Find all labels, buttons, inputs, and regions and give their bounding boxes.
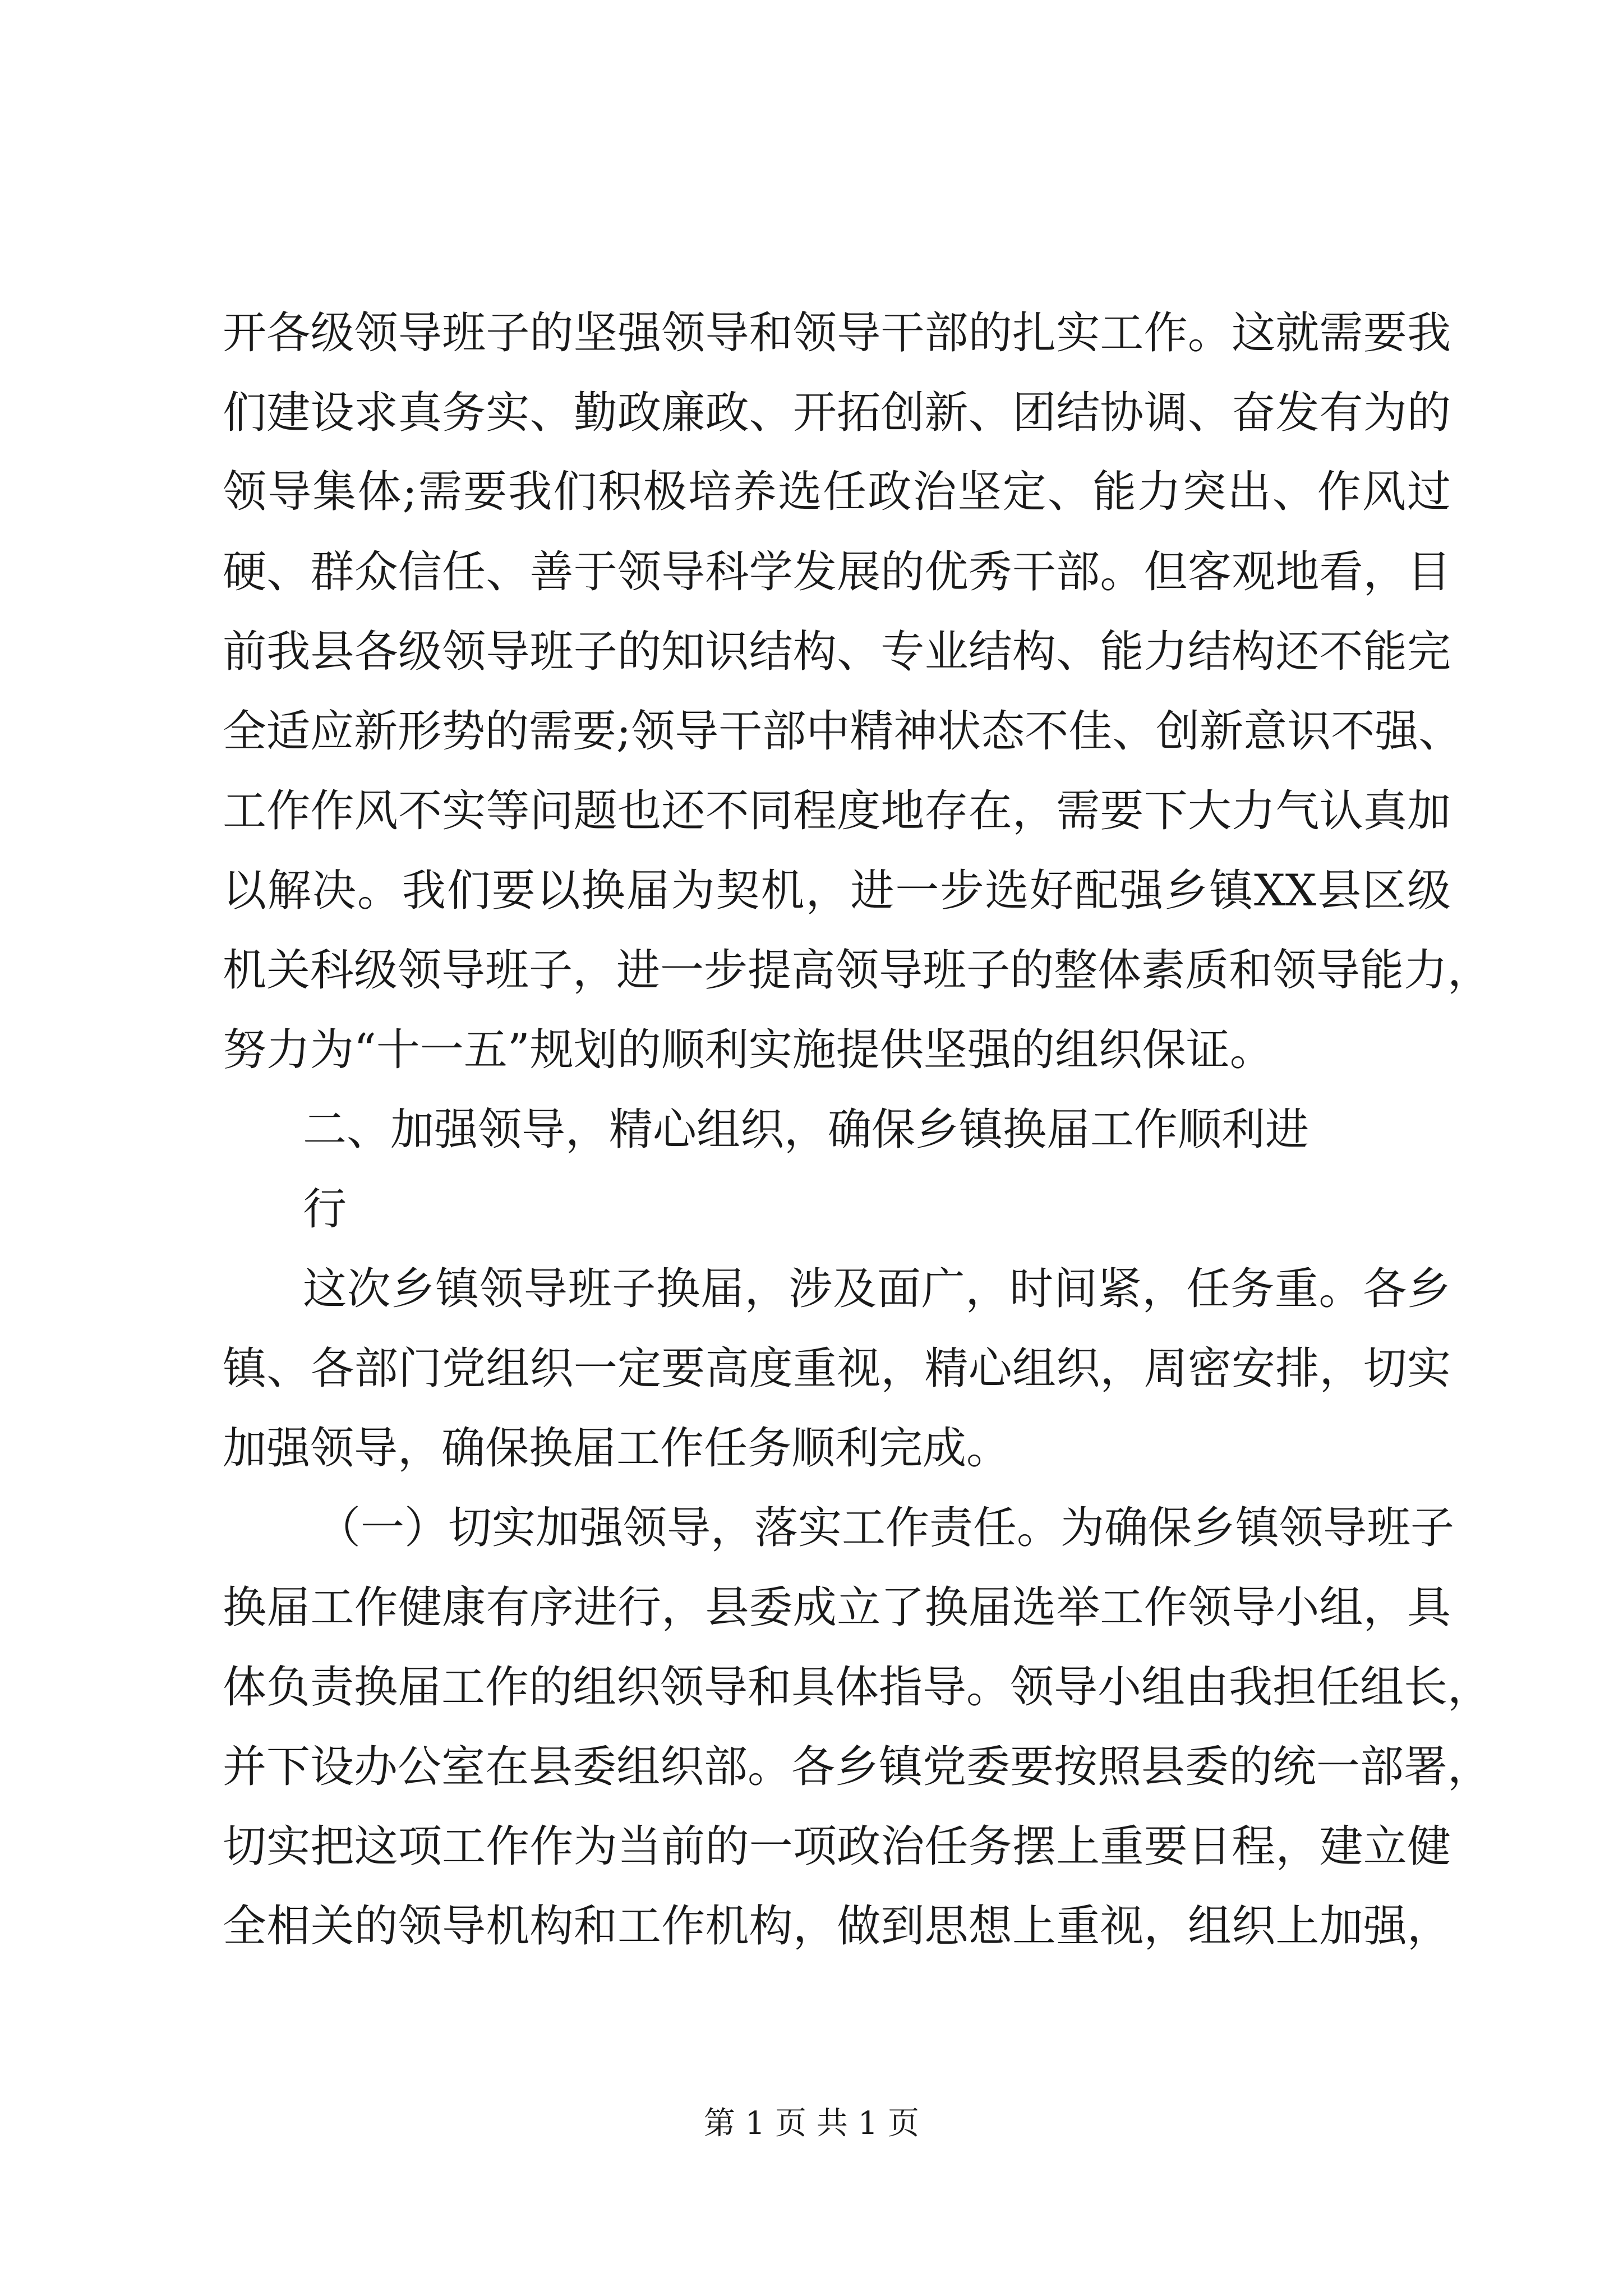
text-line-10: 努力为“十一五”规划的顺利实施提供坚强的组织保证。 xyxy=(223,1025,1274,1075)
text-line-20: 切实把这项工作作为当前的一项政治任务摆上重要日程，建立健 xyxy=(223,1821,1451,1872)
subsection-line: （一）切实加强领导，落实工作责任。为确保乡镇领导班子 xyxy=(317,1503,1455,1553)
text-line-5: 前我县各级领导班子的知识结构、专业结构、能力结构还不能完 xyxy=(223,627,1451,677)
text-line-21: 全相关的领导机构和工作机构，做到思想上重视，组织上加强， xyxy=(223,1901,1451,1952)
text-line-8: 以解决。我们要以换届为契机，进一步选好配强乡镇XX县区级 xyxy=(223,866,1451,916)
text-line-19: 并下设办公室在县委组织部。各乡镇党委要按照县委的统一部署， xyxy=(223,1742,1492,1792)
text-line-7: 工作作风不实等问题也还不同程度地存在，需要下大力气认真加 xyxy=(223,786,1451,836)
text-line-6: 全适应新形势的需要;领导干部中精神状态不佳、创新意识不强、 xyxy=(223,706,1463,757)
text-line-4: 硬、群众信任、善于领导科学发展的优秀干部。但客观地看，目 xyxy=(223,547,1451,597)
text-line-14: 镇、各部门党组织一定要高度重视，精心组织，周密安排，切实 xyxy=(223,1343,1451,1394)
text-line-9: 机关科级领导班子，进一步提高领导班子的整体素质和领导能力， xyxy=(223,945,1492,996)
text-line-3: 领导集体;需要我们积极培养选任政治坚定、能力突出、作风过 xyxy=(223,467,1451,517)
section-heading-continued: 行 xyxy=(303,1184,347,1235)
section-heading: 二、加强领导，精心组织，确保乡镇换届工作顺利进 xyxy=(303,1105,1310,1155)
text-line-17: 换届工作健康有序进行，县委成立了换届选举工作领导小组，具 xyxy=(223,1582,1451,1633)
page-footer: 第 1 页 共 1 页 xyxy=(703,2105,920,2142)
text-line-1: 开各级领导班子的坚强领导和领导干部的扎实工作。这就需要我 xyxy=(223,308,1451,358)
text-line-13: 这次乡镇领导班子换届，涉及面广，时间紧，任务重。各乡 xyxy=(303,1264,1451,1314)
text-line-18: 体负责换届工作的组织领导和具体指导。领导小组由我担任组长， xyxy=(223,1662,1492,1713)
text-line-15: 加强领导，确保换届工作任务顺利完成。 xyxy=(223,1423,1011,1474)
text-line-2: 们建设求真务实、勤政廉政、开拓创新、团结协调、奋发有为的 xyxy=(223,388,1451,438)
